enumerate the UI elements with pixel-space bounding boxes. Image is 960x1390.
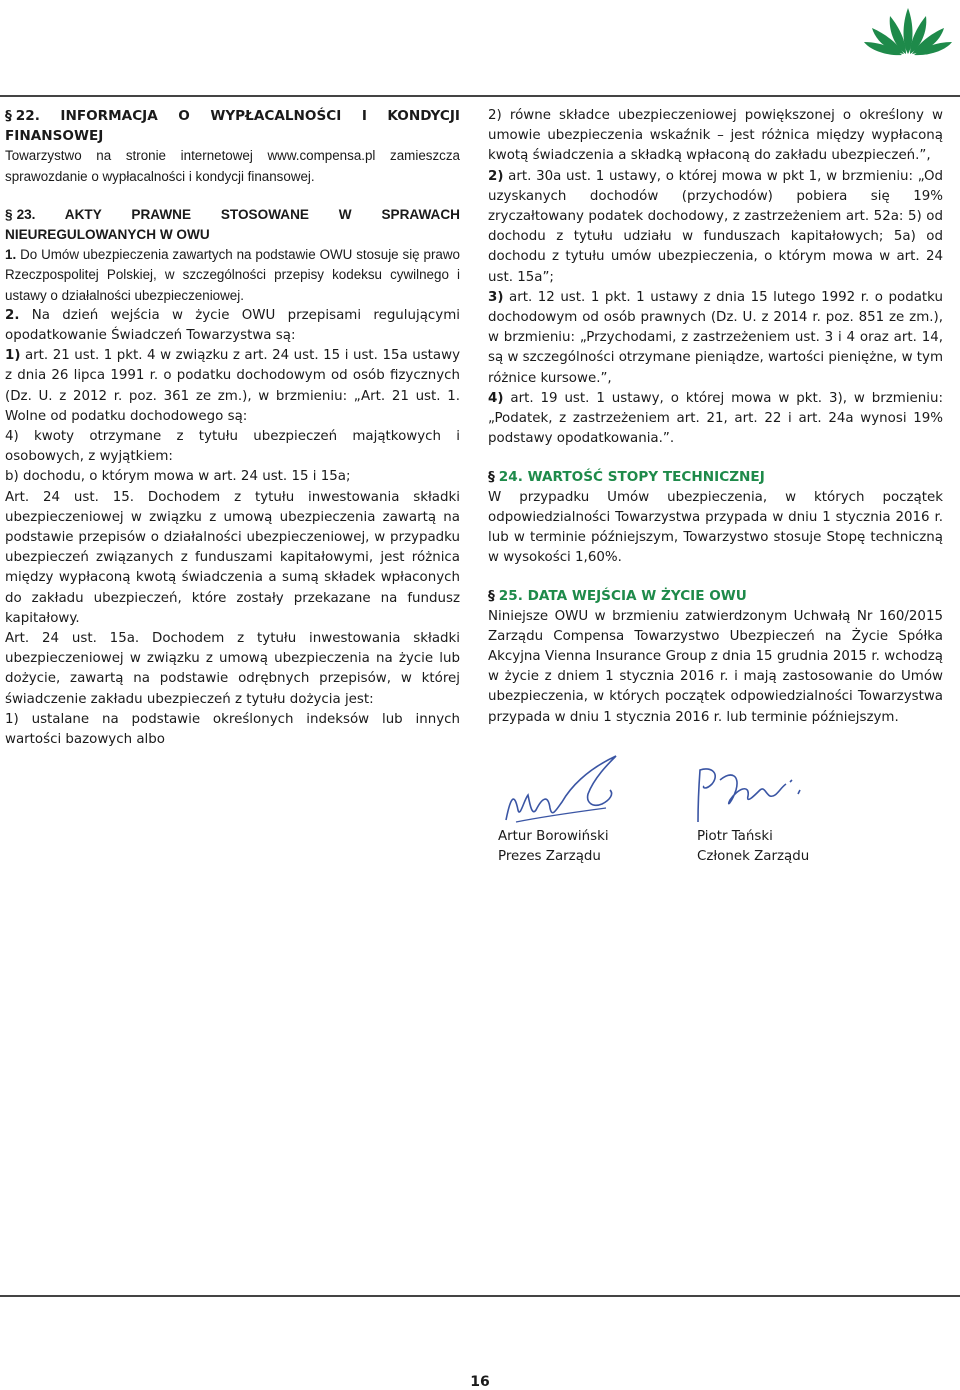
section-24-body: W przypadku Umów ubezpieczenia, w których początek odpowiedzialności Towarzystwa przypada w dniu 1 stycznia 2016 r. lub w terminie późniejszym, Towarzystwo stosuje Stopę techniczną w wysokości 1,60%. [488, 489, 943, 566]
section-24-heading: § 24. WARTOŚĆ STOPY TECHNICZNEJ [488, 469, 765, 486]
section-25-title: DATA WEJŚCIA W ŻYCIE OWU [527, 588, 747, 605]
paragraph-8: 1) ustalane na podstawie określonych indeksów lub innych wartości bazowych albo [5, 711, 460, 748]
signature-borowinski-icon [496, 750, 636, 830]
top-rule [0, 95, 960, 97]
section-24-number: 24. [498, 469, 523, 486]
signatures-block [490, 750, 940, 870]
paragraph-3-number: 1) [5, 348, 21, 364]
section-23-heading: § 23. AKTY PRAWNE STOSOWANE W SPRAWACH NIEUREGULOWANYCH W OWU [5, 206, 461, 243]
paragraph-2-number: 2. [5, 307, 20, 323]
signer-1-name: Artur Borowiński [498, 829, 609, 844]
paragraph-3-text: art. 21 ust. 1 pkt. 4 w związku z art. 24 ust. 15 i ust. 15a ustawy z dnia 26 lipca 1991 r. o podatku dochodowym od osób fizycznych (Dz. U. z 2012 r. poz. 361 ze zm.), w brzmieniu: „Art. 21 ust. 1. Wolne od podatku dochodowego są: [5, 348, 461, 424]
right-paragraph-2-number: 2) [488, 168, 504, 184]
section-22-heading: § 22. INFORMACJA O WYPŁACALNOŚCI I KONDYCJI FINANSOWEJ [5, 108, 460, 145]
right-paragraph-2-text: art. 30a ust. 1 ustawy, o której mowa w pkt 1, w brzmieniu: „Od uzyskanych dochodów (przychodów) pobiera się 19% zryczałtowany podatek dochodowy, z zastrzeżeniem art. 52a: 5) od dochodu z tytułu udziału w funduszach kapitałowych; 5a) od dochodu z tytułu umów ubezpieczenia, o którym mowa w art. 24 ust. 15a”; [488, 168, 943, 285]
paragraph-3 [5, 346, 460, 427]
bottom-rule [0, 1295, 960, 1297]
paragraph-1-number: 1. [5, 247, 17, 263]
section-22-body: Towarzystwo na stronie internetowej www.compensa.pl zamieszcza sprawozdanie o wypłacalności i kondycji finansowej. [5, 148, 460, 184]
right-paragraph-1: 2) równe składce ubezpieczeniowej powiększonej o określony w umowie ubezpieczenia wskaźnik – jest różnica między wypłaconą kwotą świadczenia a składką wpłaconą do zakładu ubezpieczeń.”, [488, 108, 943, 164]
section-23-title: AKTY PRAWNE STOSOWANE W SPRAWACH NIEUREGULOWANYCH W OWU [5, 206, 461, 243]
paragraph-2 [5, 306, 460, 346]
signer-2-name: Piotr Tański [697, 829, 773, 844]
section-25-body: Niniejsze OWU w brzmieniu zatwierdzonym Uchwałą Nr 160/2015 Zarządu Compensa Towarzystwo Ubezpieczeń na Życie Spółka Akcyjna Vienna Insurance Group z dnia 15 grudnia 2015 r. wchodzą w życie z dniem 1 stycznia 2016 r. i mają zastosowanie do Umów ubezpieczenia, w których początek odpowiedzialności Towarzystwa przypada w dniu 1 stycznia 2016 r. lub terminie późniejszym. [488, 608, 943, 725]
signature-tanski-icon [690, 760, 810, 830]
paragraph-6: Art. 24 ust. 15. Dochodem z tytułu inwestowania składki ubezpieczeniowej w związku z umową ubezpieczenia zawartą na podstawie przepisów o działalności ubezpieczeniowej, w przypadku ubezpieczeń związanych z funduszami kapitałowymi, jest różnica między wypłaconą kwotą świadczenia a sumą składek wpłaconych do zakładu ubezpieczeń, które zostały przekazane na fundusz kapitałowy. [5, 489, 460, 626]
right-paragraph-4-number: 4) [488, 390, 504, 406]
right-paragraph-2 [488, 167, 943, 288]
right-paragraph-3 [488, 288, 943, 389]
section-22-title: INFORMACJA O WYPŁACALNOŚCI I KONDYCJI FINANSOWEJ [5, 108, 460, 145]
paragraph-4: 4) kwoty otrzymane z tytułu ubezpieczeń majątkowych i osobowych, z wyjątkiem: [5, 429, 460, 465]
paragraph-1-text: Do Umów ubezpieczenia zawartych na podstawie OWU stosuje się prawo Rzeczpospolitej Polskiej, w szczególności przepisy kodeksu cywilnego i ustawy o działalności ubezpieczeniowej. [5, 247, 460, 303]
right-paragraph-3-text: art. 12 ust. 1 pkt. 1 ustawy z dnia 15 lutego 1992 r. o podatku dochodowym od osób prawnych (Dz. U. z 2014 r. poz. 851 ze zm.), w brzmieniu: „Przychodami, z zastrzeżeniem ust. 3 i 4 oraz art. 14, są w szczególności otrzymane pieniądze, wartości pieniężne, w tym różnice kursowe.”, [488, 289, 943, 386]
signer-1 [498, 827, 609, 867]
section-23-number: 23. [16, 206, 36, 222]
signer-1-role: Prezes Zarządu [498, 849, 601, 864]
right-paragraph-4 [488, 389, 943, 450]
signer-2 [697, 827, 809, 867]
section-22-number: 22. [15, 108, 40, 124]
right-column [488, 106, 943, 728]
left-column [5, 106, 460, 750]
section-25-number: 25. [498, 588, 523, 605]
paragraph-1 [5, 245, 460, 306]
right-paragraph-3-number: 3) [488, 289, 504, 305]
page-number: 16 [470, 1374, 490, 1390]
section-25-heading: § 25. DATA WEJŚCIA W ŻYCIE OWU [488, 588, 747, 605]
section-24-title: WARTOŚĆ STOPY TECHNICZNEJ [527, 469, 765, 486]
paragraph-7: Art. 24 ust. 15a. Dochodem z tytułu inwestowania składki ubezpieczeniowej w związku z umową ubezpieczenia na życie lub dożycie, zawartą na podstawie odrębnych przepisów, w której świadczenie zakładu ubezpieczeń z tytułu dożycia jest: [5, 631, 460, 707]
right-paragraph-4-text: art. 19 ust. 1 ustawy, o której mowa w pkt. 3), w brzmieniu: „Podatek, z zastrzeżeniem art. 21, art. 22 i art. 24a wynosi 19% podstawy opodatkowania.”. [488, 390, 943, 447]
signer-2-role: Członek Zarządu [697, 849, 810, 864]
paragraph-5: b) dochodu, o którym mowa w art. 24 ust. 15 i 15a; [5, 469, 351, 485]
compensa-leaf-logo-icon [862, 4, 954, 56]
paragraph-2-text: Na dzień wejścia w życie OWU przepisami regulującymi opodatkowanie Świadczeń Towarzystwa są: [5, 307, 460, 344]
